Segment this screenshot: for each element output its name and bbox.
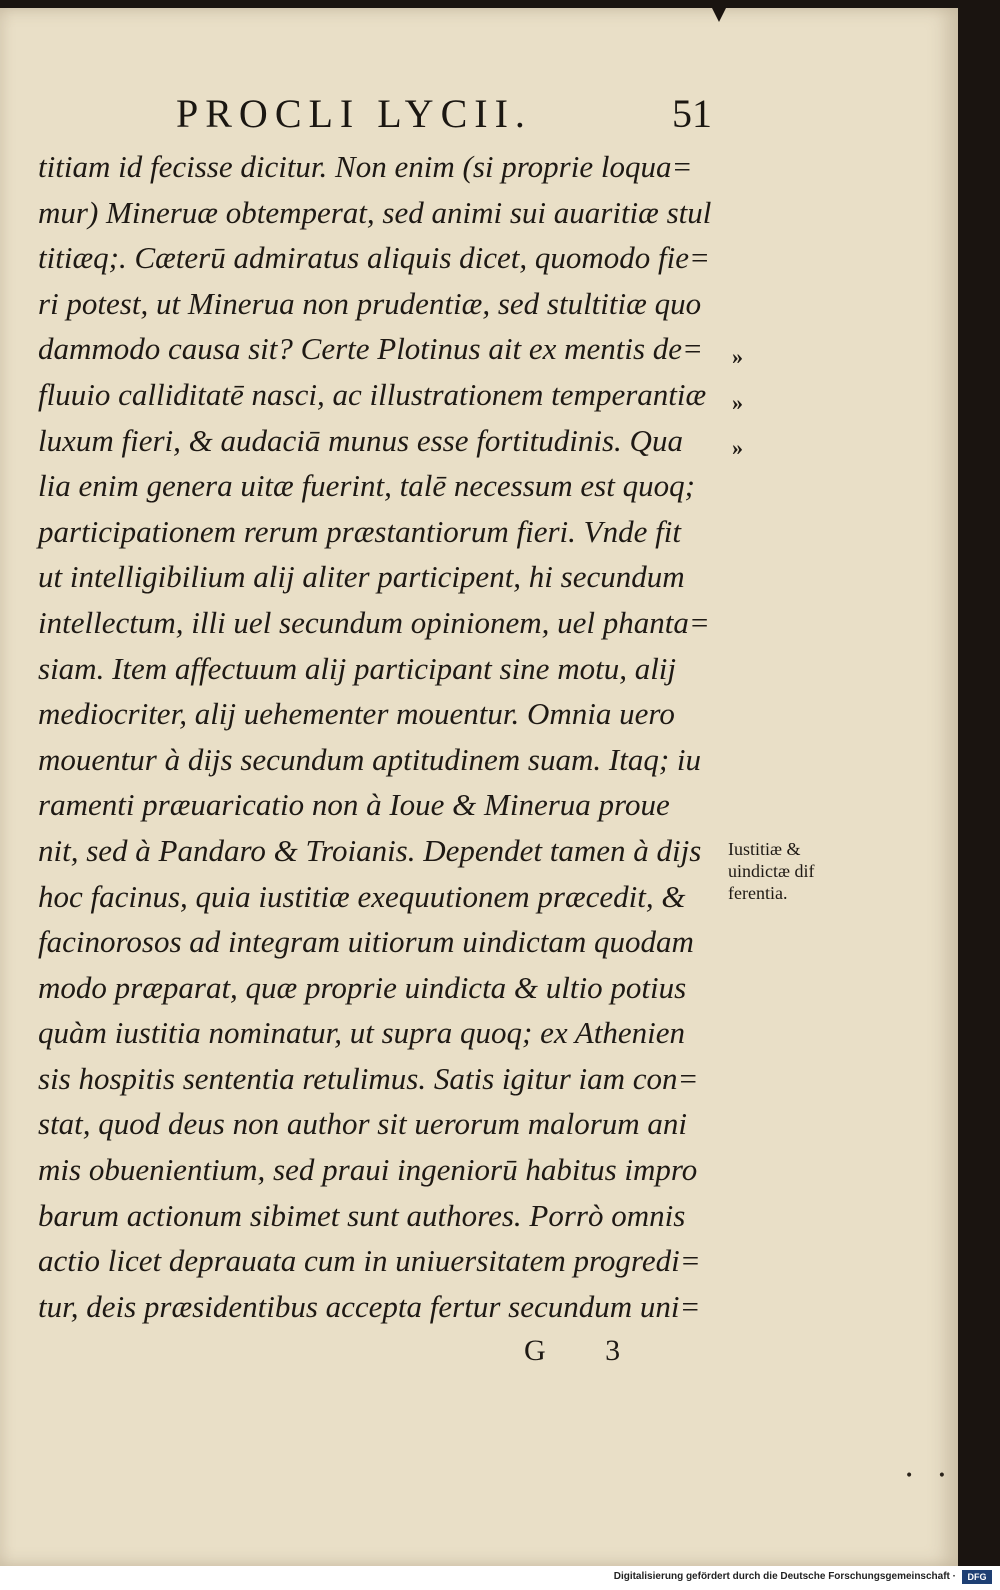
text-line: dammodo causa sit? Certe Plotinus ait ex mentis de= [38,331,703,367]
text-line: barum actionum sibimet sunt authores. Porrò omnis [38,1197,686,1233]
text-line: actio licet deprauata cum in uniuersitatem progredi= [38,1243,701,1279]
body-text [38,144,728,1329]
text-line: ri potest, ut Minerua non prudentiæ, sed stultitiæ quo [38,285,702,321]
text-line: stat, quod deus non author sit uerorum malorum ani [38,1106,688,1142]
text-line: hoc facinus, quia iustitiæ exequutionem præcedit, & [38,878,686,914]
page-header [0,90,958,140]
text-line: ut intelligibilium alij aliter participent, hi secundum [38,559,685,595]
text-line: titiæq;. Cæterū admiratus aliquis dicet, quomodo fie= [38,240,710,276]
text-line: nit, sed à Pandaro & Troianis. Dependet tamen à dijs [38,832,702,868]
dfg-credit: Digitalisierung gefördert durch die Deutsche Forschungsgemeinschaft · [613,1571,956,1582]
margin-note-line: ferentia. [728,883,788,903]
text-line: titiam id fecisse dicitur. Non enim (si proprie loqua= [38,149,693,184]
text-line: intellectum, illi uel secundum opinionem, uel phanta= [38,604,710,640]
running-title: PROCLI LYCII. [176,91,532,136]
quotation-mark: » [732,344,743,369]
page-speck-dots: • • [905,1468,956,1484]
text-line: mis obuenientium, sed praui ingeniorū habitus impro [38,1152,698,1188]
page-edge-notch [712,8,726,22]
text-line: siam. Item affectuum alij participant sine motu, alij [38,650,677,686]
text-line: mediocriter, alij uehementer mouentur. Omnia uero [38,696,675,732]
digitization-footer [0,1566,1000,1590]
signature-mark: G 3 [524,1334,647,1367]
margin-note-line: uindictæ dif [728,861,815,881]
quotation-mark: » [732,435,743,461]
quotation-mark: » [732,389,743,415]
text-line: ramenti præuaricatio non à Ioue & Minerua proue [38,787,670,823]
margin-note-line: Iustitiæ & [728,839,801,859]
margin-note [728,838,858,904]
text-line: lia enim genera uitæ fuerint, talē necessum est quoq; [38,468,695,504]
text-line: luxum fieri, & audaciā munus esse fortitudinis. Qua [38,422,683,458]
book-page [0,8,958,1566]
text-line: quàm iustitia nominatur, ut supra quoq; ex Athenien [38,1015,685,1051]
text-line: participationem rerum præstantiorum fieri. Vnde fit [38,513,681,549]
quotation-marks-column [732,334,762,471]
text-line: sis hospitis sententia retulimus. Satis igitur iam con= [38,1060,699,1096]
dfg-logo: DFG [962,1570,992,1584]
text-line: mouentur à dijs secundum aptitudinem suam. Itaq; iu [38,741,702,777]
text-line: modo præparat, quæ proprie uindicta & ultio potius [38,969,687,1005]
text-line: facinorosos ad integram uitiorum uindictam quodam [38,924,694,960]
page-number: 51 [672,91,712,136]
text-line: tur, deis præsidentibus accepta fertur secundum uni= [38,1288,701,1324]
text-line: mur) Mineruæ obtemperat, sed animi sui auaritiæ stul [38,194,712,230]
text-line: fluuio calliditatē nasci, ac illustrationem temperantiæ [38,376,707,412]
